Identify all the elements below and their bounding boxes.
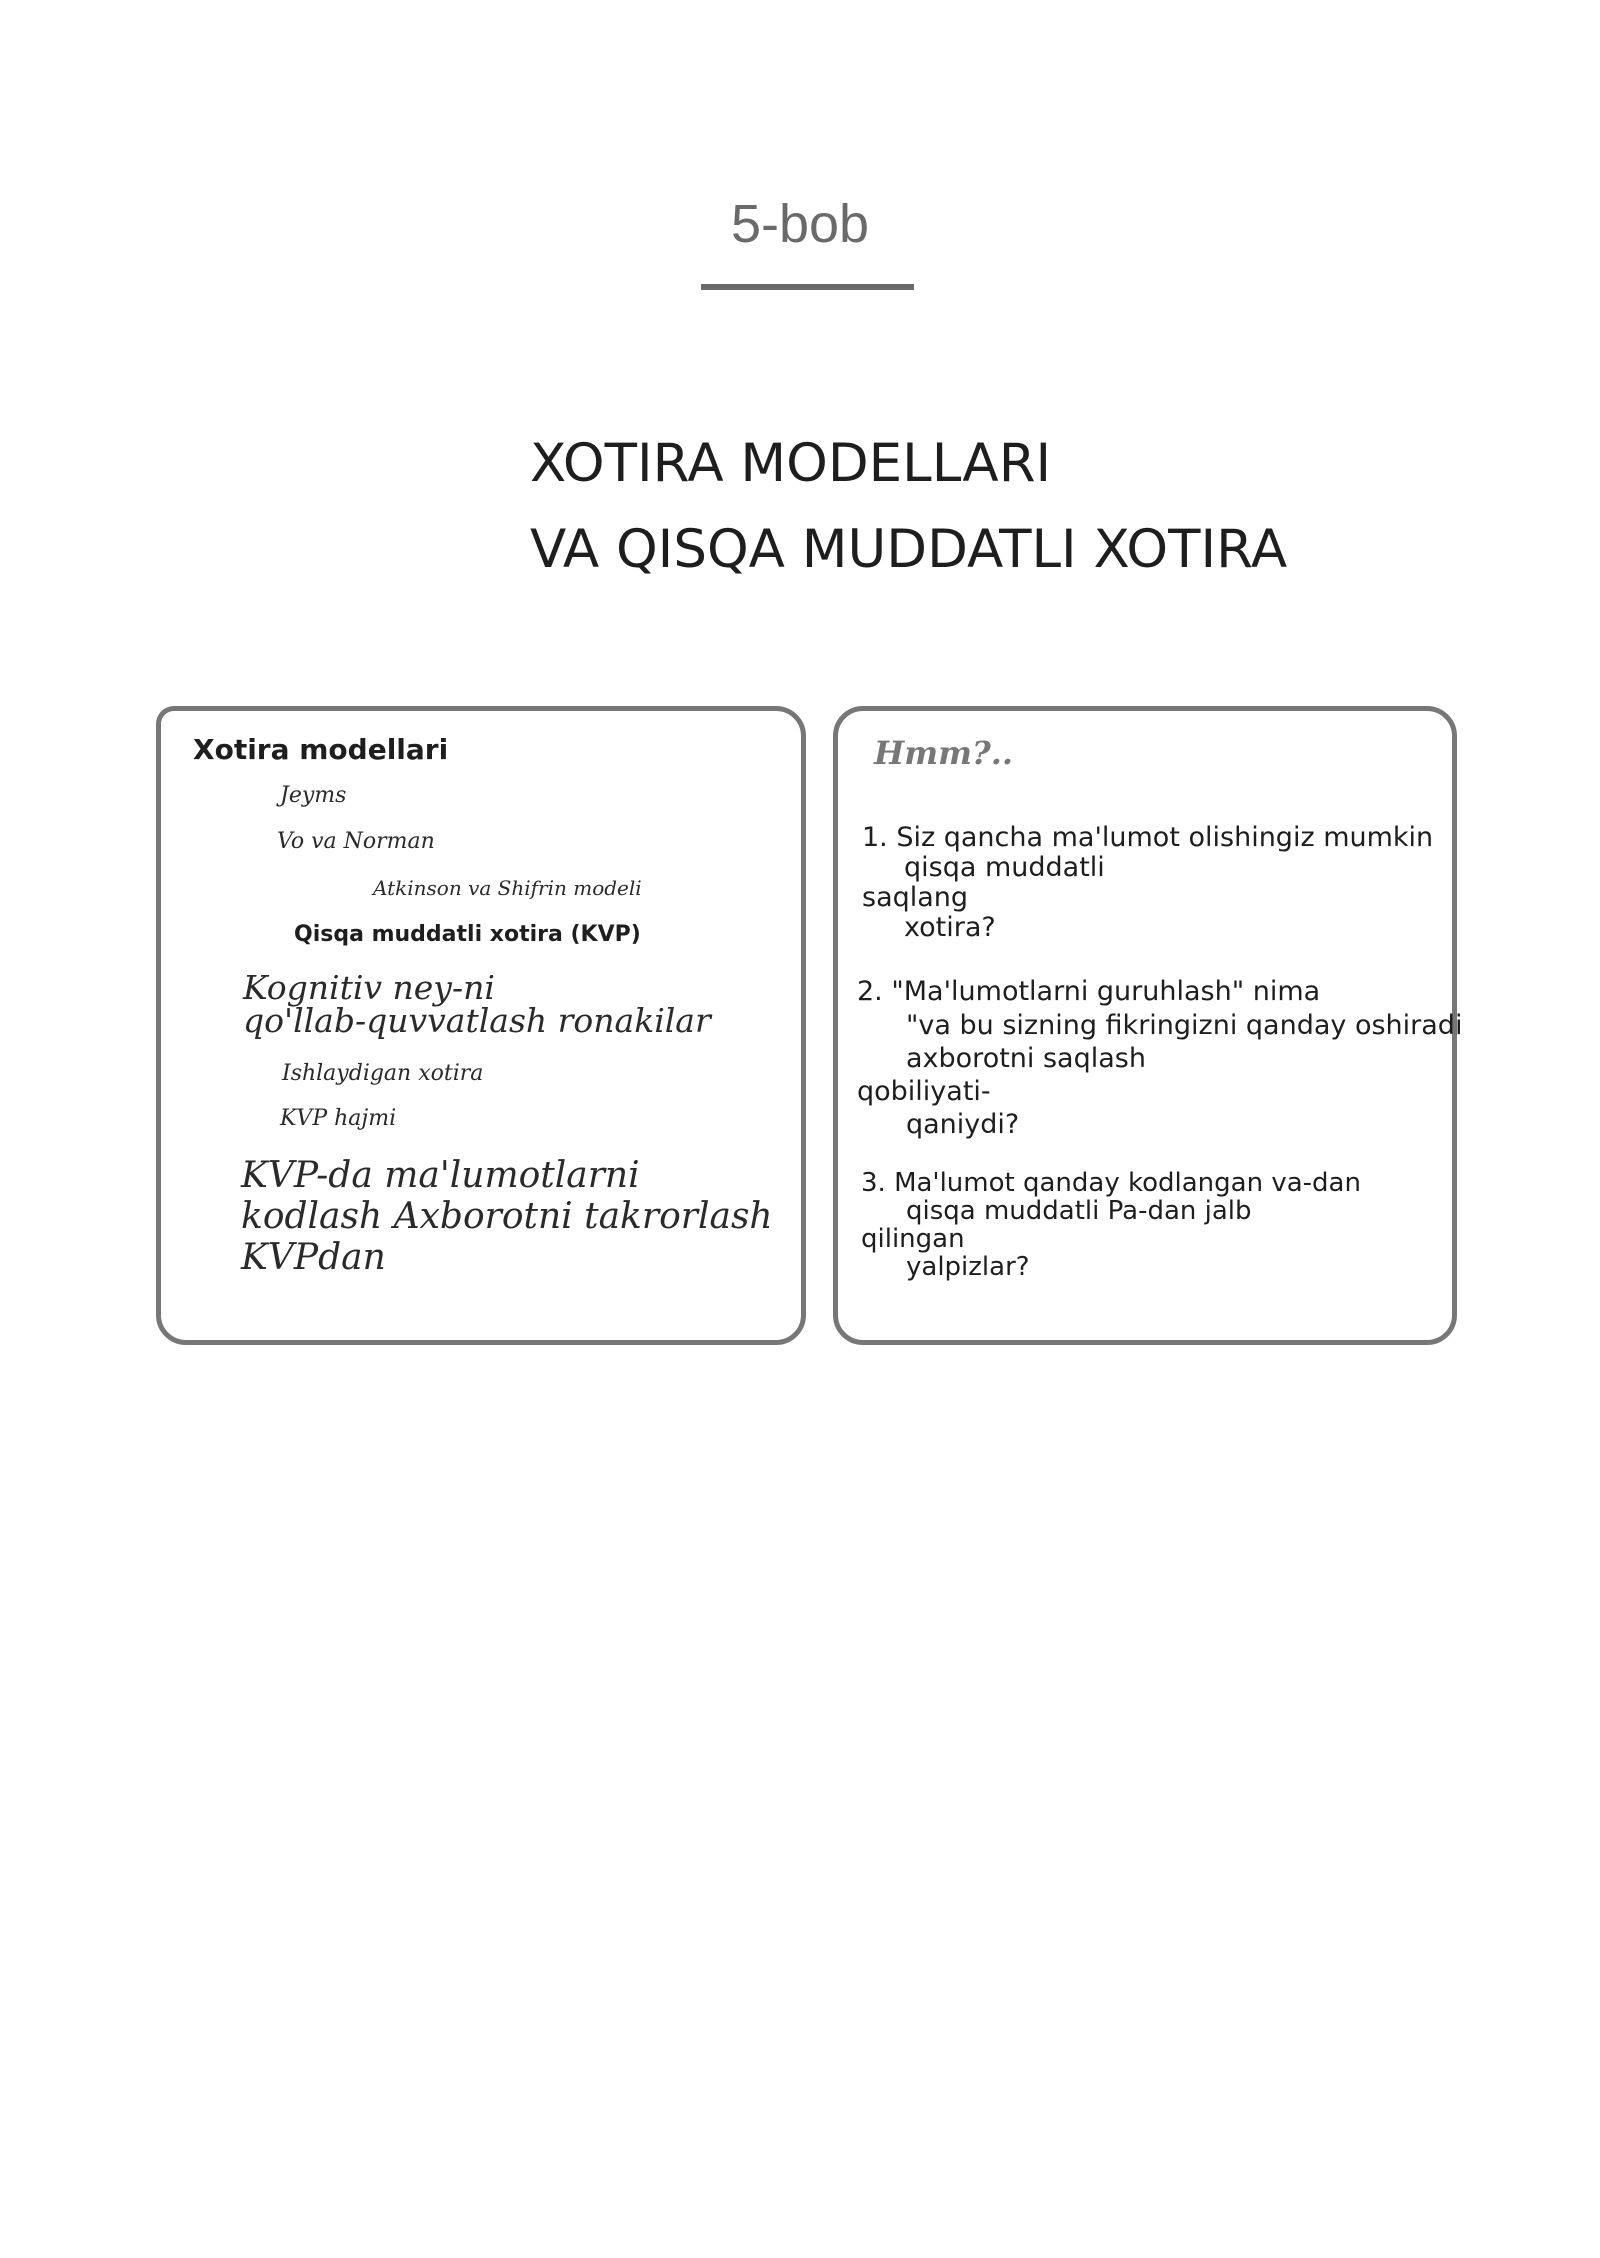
contents-item: Atkinson va Shifrin modeli bbox=[373, 876, 642, 900]
question-2-line: qaniydi? bbox=[906, 1109, 1020, 1140]
chapter-label: 5-bob bbox=[730, 194, 870, 254]
contents-item: KVP hajmi bbox=[280, 1106, 397, 1131]
question-3-line: yalpizlar? bbox=[906, 1252, 1030, 1282]
chapter-underline bbox=[701, 284, 914, 290]
question-3-line: 3. Ma'lumot qanday kodlangan va-dan bbox=[861, 1168, 1361, 1198]
chapter-title-line-2: VA QISQA MUDDATLI XOTIRA bbox=[530, 519, 1288, 580]
chapter-title-line-1: XOTIRA MODELLARI bbox=[530, 433, 1052, 494]
contents-item: Vo va Norman bbox=[277, 829, 435, 854]
contents-item: Jeyms bbox=[280, 783, 347, 808]
question-2-line: qobiliyati- bbox=[857, 1076, 991, 1107]
contents-item: kodlash Axborotni takrorlash bbox=[241, 1196, 773, 1237]
contents-item: Kognitiv ney-ni bbox=[243, 968, 495, 1007]
question-1-line: 1. Siz qancha ma'lumot olishingiz mumkin bbox=[862, 822, 1434, 853]
question-3-line: qilingan bbox=[861, 1224, 965, 1254]
question-2-line: "va bu sizning fikringizni qanday oshiradi bbox=[906, 1010, 1463, 1041]
question-2-line: 2. "Ma'lumotlarni guruhlash" nima bbox=[857, 976, 1321, 1007]
question-3-line: qisqa muddatli Pa-dan jalb bbox=[906, 1196, 1252, 1226]
contents-item: KVPdan bbox=[241, 1237, 386, 1278]
contents-item: KVP-da ma'lumotlarni bbox=[241, 1155, 640, 1196]
contents-item: qo'llab-quvvatlash ronakilar bbox=[243, 1001, 711, 1040]
question-1-line: saqlang bbox=[862, 882, 969, 913]
question-1-line: xotira? bbox=[904, 912, 996, 943]
contents-heading: Xotira modellari bbox=[193, 733, 449, 766]
contents-item: Qisqa muddatli xotira (KVP) bbox=[294, 922, 641, 947]
question-1-line: qisqa muddatli bbox=[904, 852, 1105, 883]
questions-heading: Hmm?.. bbox=[874, 734, 1013, 772]
question-2-line: axborotni saqlash bbox=[906, 1043, 1146, 1074]
contents-item: Ishlaydigan xotira bbox=[282, 1061, 484, 1086]
